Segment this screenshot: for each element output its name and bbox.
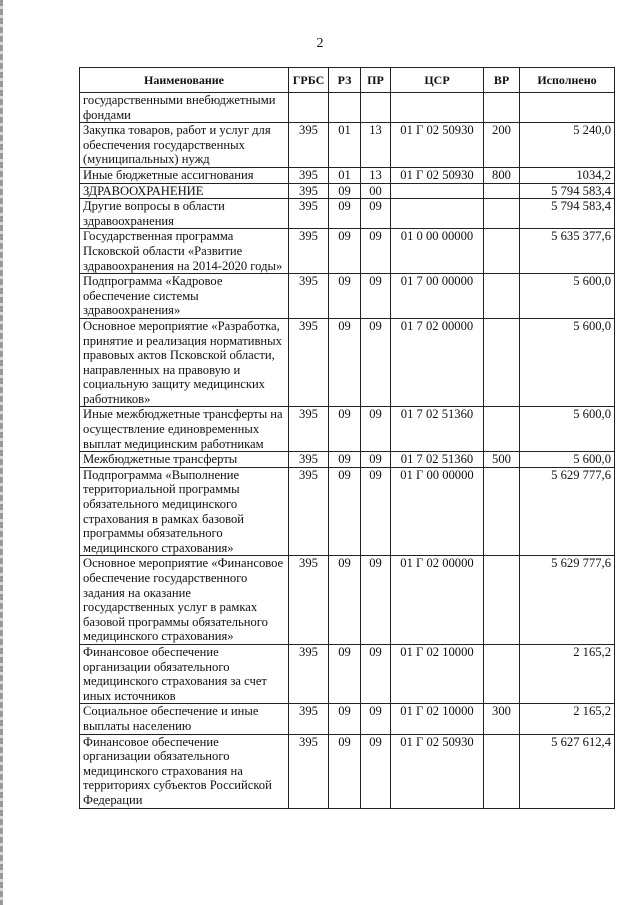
cell-name: Подпрограмма «Кадровое обеспечение системы здравоохранения» — [80, 274, 289, 319]
cell-pr: 09 — [361, 452, 391, 468]
table-row — [80, 274, 615, 319]
cell-vr: 200 — [484, 123, 520, 168]
cell-pr: 00 — [361, 183, 391, 199]
cell-grbs: 395 — [289, 704, 329, 734]
cell-name: Закупка товаров, работ и услуг для обеспечения государственных (муниципальных) нужд — [80, 123, 289, 168]
cell-grbs: 395 — [289, 183, 329, 199]
cell-executed: 5 629 777,6 — [520, 467, 615, 556]
cell-executed: 5 600,0 — [520, 318, 615, 407]
cell-pr — [361, 93, 391, 123]
cell-pr: 09 — [361, 229, 391, 274]
header-name: Наименование — [80, 68, 289, 93]
cell-name: Другие вопросы в области здравоохранения — [80, 199, 289, 229]
cell-grbs: 395 — [289, 644, 329, 703]
cell-executed: 5 635 377,6 — [520, 229, 615, 274]
table-row — [80, 318, 615, 407]
cell-grbs: 395 — [289, 452, 329, 468]
cell-executed: 5 627 612,4 — [520, 734, 615, 808]
cell-name: Государственная программа Псковской области «Развитие здравоохранения на 2014-2020 годы» — [80, 229, 289, 274]
cell-pr: 09 — [361, 407, 391, 452]
cell-name: Социальное обеспечение и иные выплаты населению — [80, 704, 289, 734]
cell-grbs: 395 — [289, 734, 329, 808]
header-executed: Исполнено — [520, 68, 615, 93]
cell-grbs: 395 — [289, 123, 329, 168]
cell-rz: 01 — [329, 123, 361, 168]
cell-vr — [484, 318, 520, 407]
cell-pr: 09 — [361, 318, 391, 407]
header-pr: ПР — [361, 68, 391, 93]
cell-vr — [484, 229, 520, 274]
page-number: 2 — [316, 36, 324, 51]
cell-name: Иные бюджетные ассигнования — [80, 167, 289, 183]
cell-vr — [484, 467, 520, 556]
cell-executed — [520, 93, 615, 123]
budget-table — [79, 67, 615, 809]
cell-vr — [484, 199, 520, 229]
cell-rz: 09 — [329, 467, 361, 556]
table-row — [80, 407, 615, 452]
cell-executed: 2 165,2 — [520, 644, 615, 703]
cell-vr: 300 — [484, 704, 520, 734]
cell-csr — [391, 93, 484, 123]
cell-pr: 09 — [361, 467, 391, 556]
cell-name: государственными внебюджетными фондами — [80, 93, 289, 123]
cell-csr: 01 Г 00 00000 — [391, 467, 484, 556]
cell-grbs: 395 — [289, 199, 329, 229]
cell-pr: 09 — [361, 274, 391, 319]
cell-rz: 09 — [329, 734, 361, 808]
cell-executed: 1034,2 — [520, 167, 615, 183]
cell-executed: 5 600,0 — [520, 274, 615, 319]
cell-name: Иные межбюджетные трансферты на осуществление единовременных выплат медицинским работникам — [80, 407, 289, 452]
cell-grbs: 395 — [289, 318, 329, 407]
table-row — [80, 183, 615, 199]
cell-csr: 01 0 00 00000 — [391, 229, 484, 274]
table-row — [80, 467, 615, 556]
cell-pr: 09 — [361, 556, 391, 645]
cell-vr — [484, 407, 520, 452]
table-row — [80, 704, 615, 734]
cell-name: Межбюджетные трансферты — [80, 452, 289, 468]
cell-rz: 01 — [329, 167, 361, 183]
cell-vr — [484, 644, 520, 703]
cell-executed: 5 794 583,4 — [520, 183, 615, 199]
cell-csr: 01 Г 02 00000 — [391, 556, 484, 645]
cell-executed: 2 165,2 — [520, 704, 615, 734]
cell-rz — [329, 93, 361, 123]
cell-executed: 5 629 777,6 — [520, 556, 615, 645]
header-grbs: ГРБС — [289, 68, 329, 93]
cell-executed: 5 794 583,4 — [520, 199, 615, 229]
cell-vr — [484, 183, 520, 199]
table-row — [80, 199, 615, 229]
cell-rz: 09 — [329, 318, 361, 407]
cell-grbs: 395 — [289, 556, 329, 645]
cell-name: Основное мероприятие «Разработка, принятие и реализация нормативных правовых актов Псковской области, направленных на правовую и социальную защиту медицинских работников» — [80, 318, 289, 407]
table-row — [80, 229, 615, 274]
cell-grbs: 395 — [289, 274, 329, 319]
cell-grbs: 395 — [289, 407, 329, 452]
table-row — [80, 644, 615, 703]
cell-rz: 09 — [329, 407, 361, 452]
cell-executed: 5 600,0 — [520, 407, 615, 452]
cell-vr: 800 — [484, 167, 520, 183]
cell-csr: 01 7 02 51360 — [391, 407, 484, 452]
cell-csr: 01 Г 02 10000 — [391, 704, 484, 734]
cell-vr — [484, 93, 520, 123]
cell-pr: 13 — [361, 123, 391, 168]
header-row — [80, 68, 615, 93]
cell-csr: 01 Г 02 50930 — [391, 167, 484, 183]
cell-rz: 09 — [329, 229, 361, 274]
cell-vr — [484, 734, 520, 808]
cell-name: Подпрограмма «Выполнение территориальной программы обязательного медицинского страхования в рамках базовой программы обязательного медицинского страхования» — [80, 467, 289, 556]
cell-csr — [391, 183, 484, 199]
table-row — [80, 556, 615, 645]
cell-pr: 09 — [361, 644, 391, 703]
cell-csr: 01 7 02 51360 — [391, 452, 484, 468]
cell-pr: 09 — [361, 734, 391, 808]
cell-csr: 01 Г 02 10000 — [391, 644, 484, 703]
cell-csr: 01 7 00 00000 — [391, 274, 484, 319]
cell-name: Финансовое обеспечение организации обязательного медицинского страхования на территориях субъектов Российской Федерации — [80, 734, 289, 808]
cell-rz: 09 — [329, 183, 361, 199]
cell-rz: 09 — [329, 199, 361, 229]
cell-csr: 01 7 02 00000 — [391, 318, 484, 407]
cell-rz: 09 — [329, 556, 361, 645]
cell-vr — [484, 556, 520, 645]
cell-grbs: 395 — [289, 229, 329, 274]
cell-csr: 01 Г 02 50930 — [391, 123, 484, 168]
cell-executed: 5 240,0 — [520, 123, 615, 168]
cell-rz: 09 — [329, 452, 361, 468]
cell-vr — [484, 274, 520, 319]
scan-edge — [0, 0, 3, 905]
cell-name: ЗДРАВООХРАНЕНИЕ — [80, 183, 289, 199]
cell-name: Основное мероприятие «Финансовое обеспечение государственного задания на оказание государственных услуг в рамках базовой программы обязательного медицинского страхования» — [80, 556, 289, 645]
cell-pr: 09 — [361, 199, 391, 229]
cell-rz: 09 — [329, 274, 361, 319]
cell-vr: 500 — [484, 452, 520, 468]
cell-pr: 09 — [361, 704, 391, 734]
cell-grbs: 395 — [289, 467, 329, 556]
table-row — [80, 167, 615, 183]
header-vr: ВР — [484, 68, 520, 93]
cell-rz: 09 — [329, 704, 361, 734]
cell-grbs — [289, 93, 329, 123]
cell-name: Финансовое обеспечение организации обязательного медицинского страхования за счет иных источников — [80, 644, 289, 703]
header-rz: РЗ — [329, 68, 361, 93]
table-row — [80, 734, 615, 808]
cell-rz: 09 — [329, 644, 361, 703]
table-row — [80, 452, 615, 468]
cell-csr — [391, 199, 484, 229]
header-csr: ЦСР — [391, 68, 484, 93]
cell-pr: 13 — [361, 167, 391, 183]
table-row — [80, 123, 615, 168]
cell-grbs: 395 — [289, 167, 329, 183]
table-row — [80, 93, 615, 123]
cell-executed: 5 600,0 — [520, 452, 615, 468]
cell-csr: 01 Г 02 50930 — [391, 734, 484, 808]
